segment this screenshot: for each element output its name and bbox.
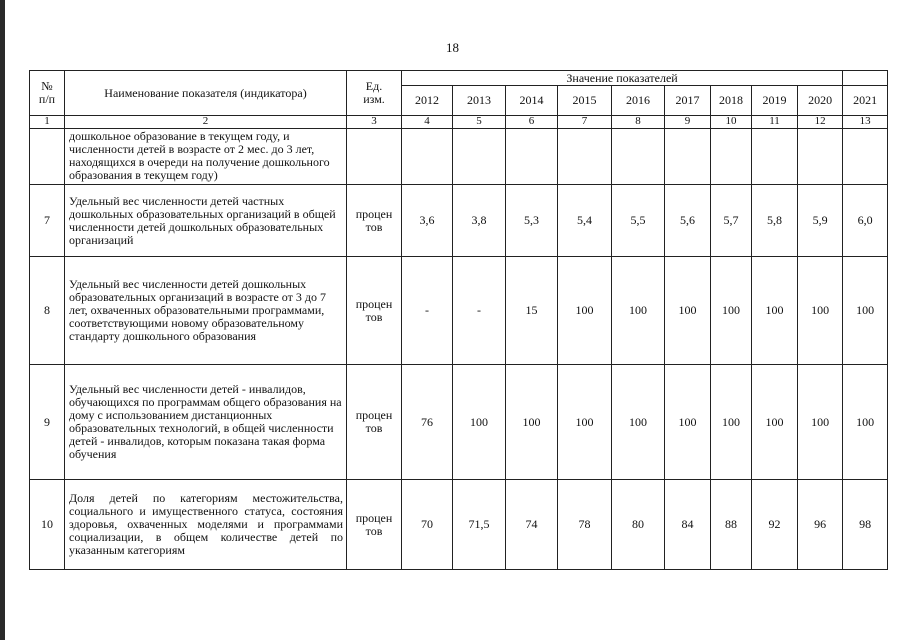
value-cell: - bbox=[453, 257, 506, 365]
indicator-name: Удельный вес численности детей дошкольных образовательных организаций в возрасте от 3 до 7 лет, охваченных образовательными программами, соответствующими новому образовательному стандарту дошкольного образования bbox=[65, 257, 347, 365]
scan-edge bbox=[0, 0, 5, 640]
header-year: 2019 bbox=[752, 86, 798, 116]
column-number: 4 bbox=[402, 116, 453, 128]
column-number: 12 bbox=[798, 116, 843, 128]
unit-cell bbox=[347, 128, 402, 185]
value-cell: 5,7 bbox=[711, 185, 752, 257]
header-year: 2013 bbox=[453, 86, 506, 116]
header-num: № п/п bbox=[30, 71, 65, 116]
value-cell: 100 bbox=[665, 257, 711, 365]
value-cell: 100 bbox=[711, 257, 752, 365]
unit-cell: процен тов bbox=[347, 480, 402, 570]
value-cell: 100 bbox=[752, 365, 798, 480]
value-cell: 5,4 bbox=[558, 185, 612, 257]
value-cell: 84 bbox=[665, 480, 711, 570]
header-year: 2012 bbox=[402, 86, 453, 116]
value-cell bbox=[402, 128, 453, 185]
value-cell: 3,8 bbox=[453, 185, 506, 257]
column-number: 9 bbox=[665, 116, 711, 128]
column-number: 1 bbox=[30, 116, 65, 128]
value-cell: 98 bbox=[843, 480, 888, 570]
value-cell: 5,6 bbox=[665, 185, 711, 257]
value-cell: 88 bbox=[711, 480, 752, 570]
value-cell bbox=[506, 128, 558, 185]
value-cell: 100 bbox=[798, 257, 843, 365]
value-cell: 100 bbox=[752, 257, 798, 365]
column-number: 10 bbox=[711, 116, 752, 128]
value-cell: 6,0 bbox=[843, 185, 888, 257]
table-row bbox=[30, 480, 888, 570]
indicator-name: Доля детей по категориям местожительства, социального и имущественного статуса, состояния здоровья, охваченных моделями и программами социализации, в общем количестве детей по указанным категориям bbox=[65, 480, 347, 570]
value-cell: 100 bbox=[843, 365, 888, 480]
value-cell: 76 bbox=[402, 365, 453, 480]
table-row bbox=[30, 128, 888, 185]
value-cell: 80 bbox=[612, 480, 665, 570]
value-cell: 5,5 bbox=[612, 185, 665, 257]
header-year: 2021 bbox=[843, 86, 888, 116]
value-cell: 100 bbox=[711, 365, 752, 480]
value-cell: 100 bbox=[843, 257, 888, 365]
unit-cell: процен тов bbox=[347, 185, 402, 257]
header-name: Наименование показателя (индикатора) bbox=[65, 71, 347, 116]
header-year: 2014 bbox=[506, 86, 558, 116]
header-year: 2017 bbox=[665, 86, 711, 116]
indicator-name: дошкольное образование в текущем году, и численности детей в возрасте от 2 мес. до 3 лет, находящихся в очереди на получение дошкольного образования в текущем году) bbox=[65, 128, 347, 185]
column-number: 13 bbox=[843, 116, 888, 128]
value-cell: 100 bbox=[453, 365, 506, 480]
value-cell bbox=[665, 128, 711, 185]
value-cell: 71,5 bbox=[453, 480, 506, 570]
value-cell: 100 bbox=[558, 257, 612, 365]
header-values-group: Значение показателей bbox=[402, 71, 843, 86]
header-year: 2015 bbox=[558, 86, 612, 116]
value-cell: 78 bbox=[558, 480, 612, 570]
row-number: 7 bbox=[30, 185, 65, 257]
value-cell: 74 bbox=[506, 480, 558, 570]
value-cell bbox=[752, 128, 798, 185]
value-cell: 100 bbox=[665, 365, 711, 480]
value-cell: 70 bbox=[402, 480, 453, 570]
header-unit: Ед. изм. bbox=[347, 71, 402, 116]
value-cell bbox=[711, 128, 752, 185]
value-cell: 100 bbox=[558, 365, 612, 480]
value-cell: 100 bbox=[798, 365, 843, 480]
value-cell: 100 bbox=[506, 365, 558, 480]
value-cell bbox=[558, 128, 612, 185]
value-cell: 3,6 bbox=[402, 185, 453, 257]
table-row bbox=[30, 365, 888, 480]
value-cell: 100 bbox=[612, 365, 665, 480]
header-year: 2016 bbox=[612, 86, 665, 116]
header-year: 2018 bbox=[711, 86, 752, 116]
value-cell: 96 bbox=[798, 480, 843, 570]
value-cell bbox=[798, 128, 843, 185]
value-cell bbox=[453, 128, 506, 185]
row-number: 10 bbox=[30, 480, 65, 570]
page-number: 18 bbox=[446, 40, 459, 55]
value-cell bbox=[612, 128, 665, 185]
indicator-name: Удельный вес численности детей - инвалидов, обучающихся по программам общего образования на дому с использованием дистанционных образовательных технологий, в общей численности детей - инвалидов, которым показана такая форма обучения bbox=[65, 365, 347, 480]
indicator-name: Удельный вес численности детей частных дошкольных образовательных организаций в общей численности детей дошкольных образовательных организаций bbox=[65, 185, 347, 257]
column-number: 6 bbox=[506, 116, 558, 128]
value-cell: 5,8 bbox=[752, 185, 798, 257]
table-row bbox=[30, 185, 888, 257]
value-cell bbox=[843, 128, 888, 185]
row-number: 9 bbox=[30, 365, 65, 480]
column-number: 7 bbox=[558, 116, 612, 128]
column-number: 3 bbox=[347, 116, 402, 128]
unit-cell: процен тов bbox=[347, 257, 402, 365]
value-cell: - bbox=[402, 257, 453, 365]
value-cell: 5,9 bbox=[798, 185, 843, 257]
table-row bbox=[30, 257, 888, 365]
column-number: 11 bbox=[752, 116, 798, 128]
row-number bbox=[30, 128, 65, 185]
column-number: 8 bbox=[612, 116, 665, 128]
column-number: 5 bbox=[453, 116, 506, 128]
column-number: 2 bbox=[65, 116, 347, 128]
value-cell: 5,3 bbox=[506, 185, 558, 257]
value-cell: 15 bbox=[506, 257, 558, 365]
row-number: 8 bbox=[30, 257, 65, 365]
header-blank bbox=[843, 71, 888, 86]
value-cell: 92 bbox=[752, 480, 798, 570]
unit-cell: процен тов bbox=[347, 365, 402, 480]
header-year: 2020 bbox=[798, 86, 843, 116]
indicators-table bbox=[29, 70, 888, 570]
value-cell: 100 bbox=[612, 257, 665, 365]
